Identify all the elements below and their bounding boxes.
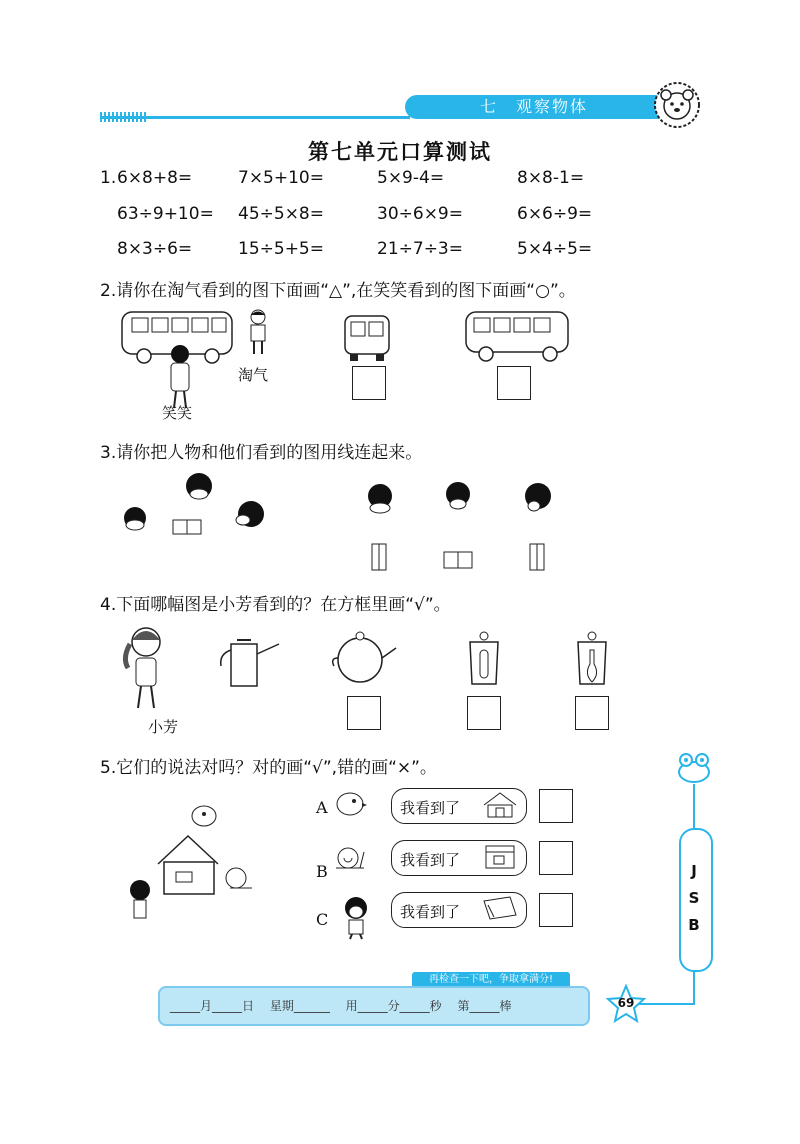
speech-text: 我看到了 xyxy=(400,903,461,921)
bus-front-icon xyxy=(342,314,392,364)
speech-text: 我看到了 xyxy=(400,851,461,869)
label-xiaofang: 小芳 xyxy=(148,718,179,736)
bear-mascot-icon xyxy=(652,80,702,130)
header-line xyxy=(100,116,410,119)
answer-box[interactable] xyxy=(467,696,501,730)
calc-item: 45÷5×8= xyxy=(238,204,324,224)
calc-item: 5×9-4= xyxy=(377,168,445,188)
answer-box[interactable] xyxy=(539,841,573,875)
answer-box[interactable] xyxy=(539,789,573,823)
page-title: 第七单元口算测试 xyxy=(308,139,492,164)
people-and-gift-icon xyxy=(115,470,275,542)
q3-text: 3.请你把人物和他们看到的图用线连起来。 xyxy=(100,443,423,463)
views-to-match-icon xyxy=(358,478,568,574)
calc-item: 8×8-1= xyxy=(517,168,585,188)
answer-box[interactable] xyxy=(352,366,386,400)
q2-text: 2.请你在淘气看到的图下面画“△”,在笑笑看到的图下面画“○”。 xyxy=(100,281,576,301)
side-letter: B xyxy=(688,916,700,934)
option-letter: B xyxy=(316,862,328,881)
q1-number: 1. xyxy=(100,168,117,188)
chapter-header: 七 观察物体 xyxy=(405,95,663,119)
calc-item: 6×8+8= xyxy=(117,168,193,188)
bus-side-icon xyxy=(462,308,572,364)
house-side-view-icon xyxy=(480,842,520,872)
frog-mascot-icon xyxy=(676,752,712,784)
calc-item: 15÷5+5= xyxy=(238,239,324,259)
side-line xyxy=(693,784,695,828)
house-top-view-icon xyxy=(480,893,520,923)
side-letter: J xyxy=(691,862,697,880)
q5-text: 5.它们的说法对吗？对的画“√”,错的画“×”。 xyxy=(100,758,437,778)
calc-item: 8×3÷6= xyxy=(117,239,193,259)
snail-icon xyxy=(332,842,368,874)
house-scene-icon xyxy=(118,800,288,930)
side-letter: S xyxy=(688,889,700,907)
answer-box[interactable] xyxy=(575,696,609,730)
footer-record-line: _____月_____日 星期______ 用_____分_____秒 第_____棒 xyxy=(170,999,512,1013)
calc-item: 6×6÷9= xyxy=(517,204,593,224)
speech-text: 我看到了 xyxy=(400,799,461,817)
option-letter: A xyxy=(316,798,328,817)
answer-box[interactable] xyxy=(347,696,381,730)
calc-item: 5×4÷5= xyxy=(517,239,593,259)
bird-icon xyxy=(334,788,368,818)
teapot-view-4-icon xyxy=(570,628,614,688)
calc-item: 7×5+10= xyxy=(238,168,324,188)
calc-item: 30÷6×9= xyxy=(377,204,463,224)
teapot-view-2-icon xyxy=(330,628,400,688)
calc-item: 63÷9+10= xyxy=(117,204,214,224)
footer-tag: 再检查一下吧，争取拿满分! xyxy=(412,972,570,988)
teapot-view-3-icon xyxy=(462,628,506,688)
girl-xiaofang-icon xyxy=(114,618,174,718)
calc-item: 21÷7÷3= xyxy=(377,239,463,259)
boy-taoqi-icon xyxy=(243,308,273,358)
q4-text: 4.下面哪幅图是小芳看到的？在方框里画“√”。 xyxy=(100,595,451,615)
side-line xyxy=(693,970,695,1004)
monkey-icon xyxy=(336,894,376,940)
answer-box[interactable] xyxy=(539,893,573,927)
house-roof-view-icon xyxy=(480,791,520,819)
page-number: 69 xyxy=(617,996,635,1010)
label-xiaoxiao: 笑笑 xyxy=(162,404,193,422)
teapot-view-1-icon xyxy=(215,630,285,690)
option-letter: C xyxy=(316,910,329,929)
answer-box[interactable] xyxy=(497,366,531,400)
label-taoqi: 淘气 xyxy=(238,366,269,384)
